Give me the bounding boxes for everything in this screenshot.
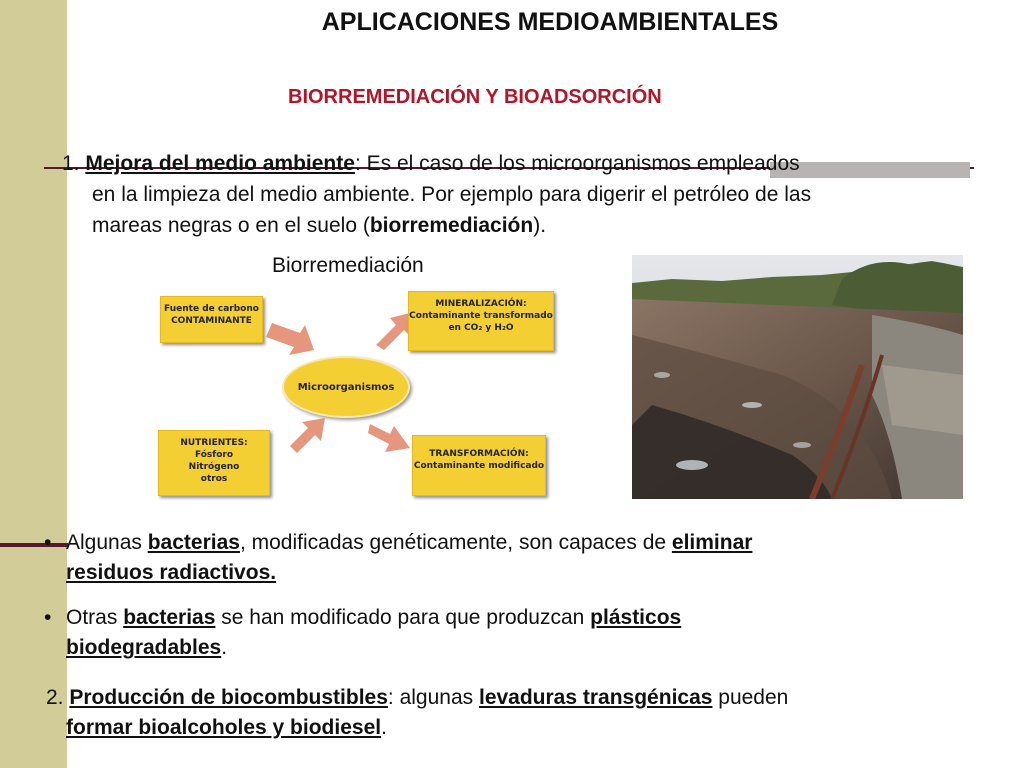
para2-levaduras: levaduras transgénicas: [478, 686, 713, 709]
box-mineral-line-2: Contaminante transformado: [409, 311, 553, 321]
arrow-nutrients-icon: [290, 418, 325, 453]
slide-title: APLICACIONES MEDIOAMBIENTALES: [321, 8, 779, 36]
para2-biocombustibles: Producción de biocombustibles: [69, 686, 388, 709]
para2-text-c: .: [381, 716, 387, 739]
para2-text-a: : algunas: [387, 686, 479, 709]
para1-line-2: en la limpieza del medio ambiente. Por ejemplo para digerir el petróleo de las: [92, 183, 812, 206]
para1-text: : Es el caso de los microorganismos empleados: [354, 152, 800, 175]
para1-line-3-bold: biorremediación: [369, 214, 534, 237]
bullet-dot-2: •: [44, 606, 52, 629]
box-nutrients-line-4: otros: [200, 474, 228, 484]
box-mineral-line-3: en CO₂ y H₂O: [448, 323, 514, 333]
bullet2-bacterias: bacterias: [123, 606, 216, 629]
bullet-item-1: [44, 528, 944, 588]
box-carbon-source: [160, 296, 263, 343]
bullet2-text-c: .: [221, 636, 228, 659]
bullet-item-2: [44, 603, 944, 663]
bullet-dot-1: •: [44, 531, 52, 554]
bullet2-text-b: se han modificado para que produzcan: [215, 606, 591, 629]
bullet-list: [44, 528, 944, 678]
box-nutrients-line-1: NUTRIENTES:: [180, 438, 248, 448]
box-mineralization: [408, 291, 554, 351]
arrow-transform-icon: [368, 424, 410, 452]
para2-text-b: pueden: [712, 686, 789, 709]
slide-subtitle: BIORREMEDIACIÓN Y BIOADSORCIÓN: [288, 86, 662, 108]
para2-number: 2.: [46, 686, 70, 709]
bullet1-text-b: , modificadas genéticamente, son capaces de: [239, 531, 672, 554]
bullet2-text-a: Otras: [66, 606, 124, 629]
bullet1-eliminar: eliminar: [671, 531, 753, 554]
box-nutrients: [158, 430, 270, 496]
bullet2-biodegradables: biodegradables: [66, 636, 222, 659]
box-carbon-line-2: CONTAMINANTE: [171, 316, 252, 326]
para1-line-3b: ).: [533, 214, 547, 237]
bullet1-residuos: residuos radiactivos.: [66, 561, 277, 584]
para1-line-3a: mareas negras o en el suelo (: [92, 214, 370, 237]
bullet1-bacterias: bacterias: [147, 531, 240, 554]
center-microorganisms: Microorganismos: [282, 356, 410, 418]
polluted-shore-photo: [632, 255, 963, 499]
bullet1-text-a: Algunas: [66, 531, 148, 554]
box-transform-line-2: Contaminante modificado: [413, 461, 545, 471]
box-carbon-line-1: Fuente de carbono: [164, 304, 259, 314]
box-nutrients-line-2: Fósforo: [194, 450, 234, 460]
box-transformation: [412, 435, 546, 496]
para1-number: 1.: [62, 152, 86, 175]
paragraph-2: [46, 683, 976, 743]
bullet2-plasticos: plásticos: [590, 606, 682, 629]
para1-heading: Mejora del medio ambiente: [85, 152, 355, 175]
box-nutrients-line-3: Nitrógeno: [188, 462, 240, 472]
box-mineral-line-1: MINERALIZACIÓN:: [435, 299, 527, 309]
box-transform-line-1: TRANSFORMACIÓN:: [429, 449, 529, 459]
arrow-carbon-icon: [266, 323, 314, 355]
diagram-title: Biorremediación: [272, 254, 424, 277]
para2-bioalcoholes: formar bioalcoholes y biodiesel: [66, 716, 382, 739]
